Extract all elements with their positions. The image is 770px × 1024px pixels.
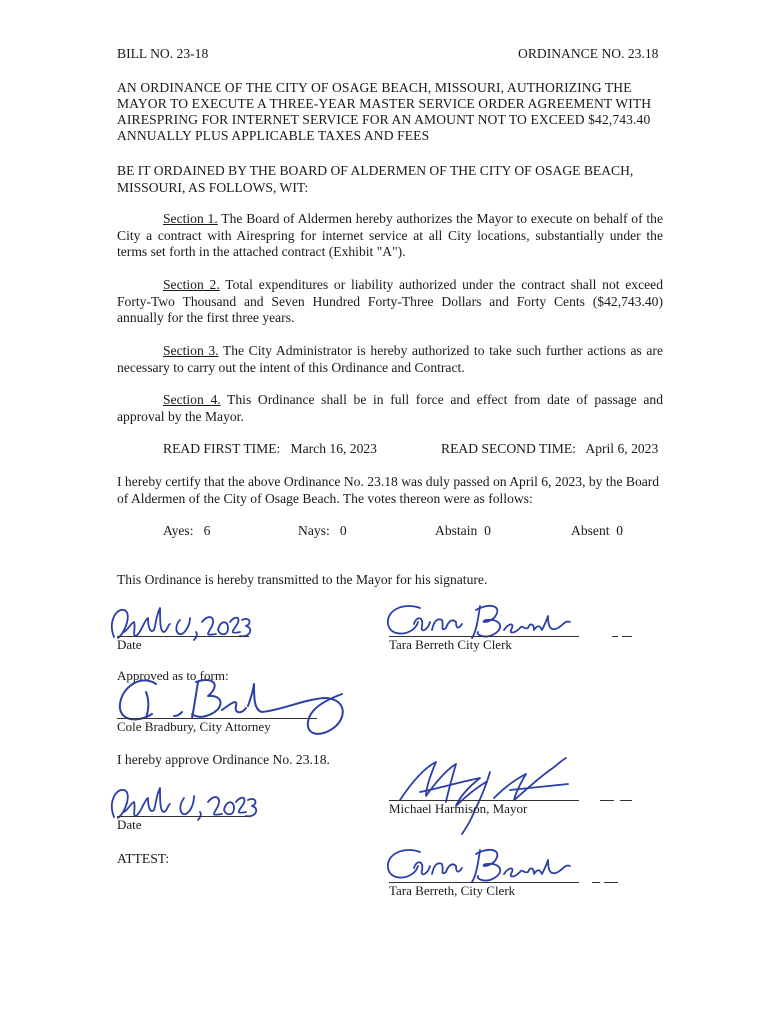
date-label-2: Date (117, 817, 142, 832)
section-4-text: This Ordinance shall be in full force and effect from date of passage and approval by the Mayor. (117, 392, 663, 424)
approved-as-to-form-label: Approved as to form: (117, 668, 229, 683)
bill-number: BILL NO. 23-18 (117, 46, 209, 61)
mayor-approval-text: I hereby approve Ordinance No. 23.18. (117, 752, 330, 767)
votes-nays: Nays: 0 (298, 523, 347, 538)
certification-text: I hereby certify that the above Ordinance No. 23.18 was duly passed on April 6, 2023, by the Board of Aldermen of the City of Osage Beach. The votes thereon were as follows: (117, 474, 660, 506)
mayor-signature (390, 752, 580, 838)
enacting-clause: BE IT ORDAINED BY THE BOARD OF ALDERMEN OF THE CITY OF OSAGE BEACH, MISSOURI, AS FOLLOWS, WIT: (117, 163, 634, 195)
section-1-text: The Board of Aldermen hereby authorizes the Mayor to execute on behalf of the City a contract with Airespring for internet service at all City locations, substantially under the terms set forth in the attached contract (Exhibit "A"). (117, 211, 663, 259)
ordinance-title: AN ORDINANCE OF THE CITY OF OSAGE BEACH, MISSOURI, AUTHORIZING THE MAYOR TO EXECUTE A THREE-YEAR MASTER SERVICE ORDER AGREEMENT WITH AIRESPRING FOR INTERNET SERVICE FOR AN AMOUNT NOT TO EXCEED $42,743.40 ANNUALLY PLUS APPLICABLE TAXES AND FEES (117, 80, 652, 143)
transmittal-text: This Ordinance is hereby transmitted to the Mayor for his signature. (117, 572, 488, 587)
votes-ayes: Ayes: 6 (163, 523, 211, 538)
read-first-time: READ FIRST TIME: March 16, 2023 (163, 441, 377, 456)
section-3-heading: Section 3. (163, 343, 219, 358)
mayor-label: Michael Harmison, Mayor (389, 801, 528, 816)
section-2-text: Total expenditures or liability authorized under the contract shall not exceed Forty-Two Thousand and Seven Hundred Forty-Three Dollars and Forty Cents ($42,743.40) annually for the first three years. (117, 277, 663, 325)
section-1-heading: Section 1. (163, 211, 218, 226)
clerk-line-tick-1b (622, 636, 632, 637)
clerk-line-tick-2a (592, 882, 600, 883)
attest-label: ATTEST: (117, 851, 170, 866)
date-label-1: Date (117, 637, 142, 652)
section-4-heading: Section 4. (163, 392, 221, 407)
mayor-line-tick-a (600, 800, 614, 801)
clerk-line-tick-1a (612, 636, 618, 637)
votes-absent: Absent 0 (571, 523, 624, 538)
read-second-time: READ SECOND TIME: April 6, 2023 (441, 441, 659, 456)
section-4 (117, 392, 663, 425)
section-3-text: The City Administrator is hereby authorized to take such further actions as are necessary to carry out the intent of this Ordinance and Contract. (117, 343, 663, 375)
section-2-heading: Section 2. (163, 277, 220, 292)
mayor-line-tick-b (620, 800, 632, 801)
section-1 (117, 211, 663, 261)
section-3 (117, 343, 663, 376)
clerk-line-tick-2b (604, 882, 618, 883)
attorney-label: Cole Bradbury, City Attorney (117, 719, 271, 734)
votes-abstain: Abstain 0 (435, 523, 491, 538)
ordinance-number: ORDINANCE NO. 23.18 (518, 46, 659, 61)
city-clerk-label-2: Tara Berreth, City Clerk (389, 883, 516, 898)
section-2 (117, 277, 663, 327)
city-clerk-label-1: Tara Berreth City Clerk (389, 637, 512, 652)
